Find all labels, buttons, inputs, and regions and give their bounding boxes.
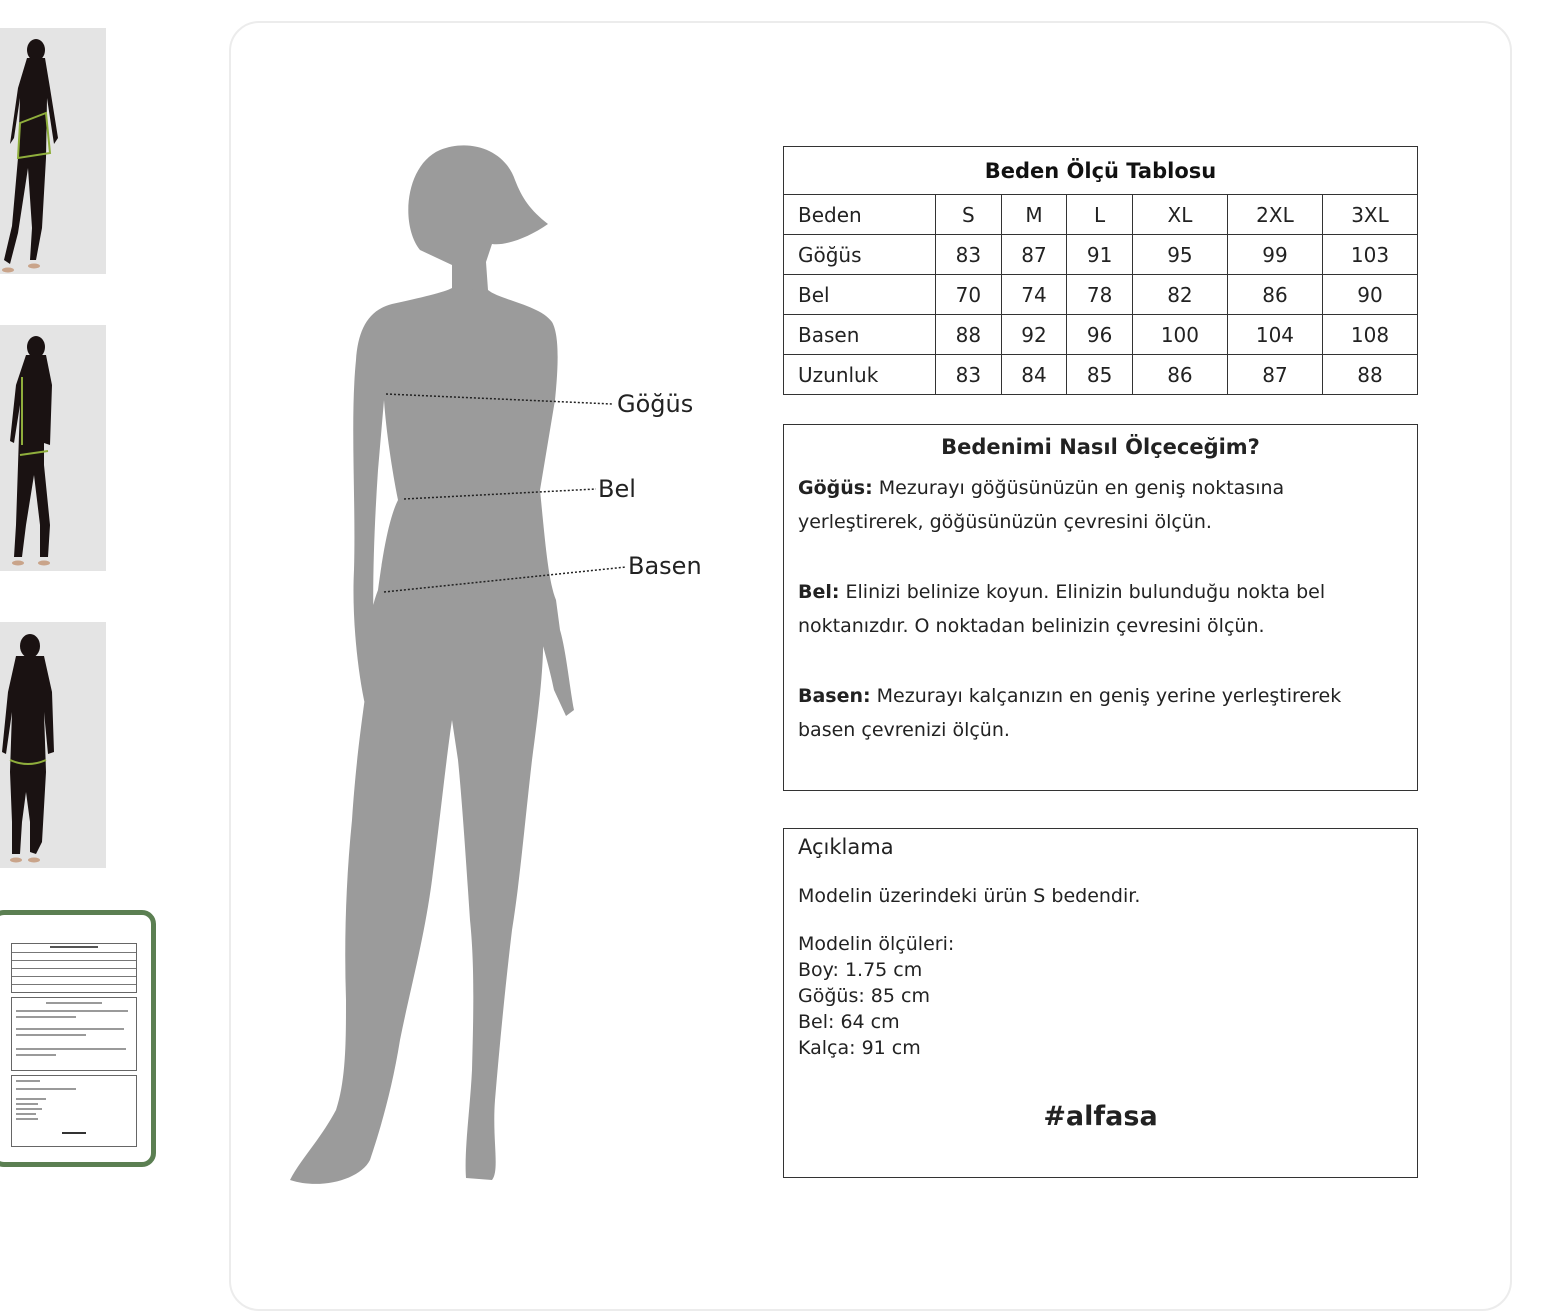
- value-cell: 70: [936, 275, 1002, 315]
- size-cell: XL: [1132, 195, 1227, 235]
- size-chart-title: Beden Ölçü Tablosu: [784, 147, 1418, 195]
- value-cell: 99: [1227, 235, 1322, 275]
- value-cell: 86: [1227, 275, 1322, 315]
- row-header: Beden: [784, 195, 936, 235]
- value-cell: 104: [1227, 315, 1322, 355]
- waist-instruction: [798, 575, 1403, 643]
- value-cell: 100: [1132, 315, 1227, 355]
- value-cell: 84: [1001, 355, 1067, 395]
- measurement-line: Göğüs: 85 cm: [798, 985, 930, 1007]
- value-cell: 87: [1001, 235, 1067, 275]
- note-box: [783, 828, 1418, 1178]
- size-cell: M: [1001, 195, 1067, 235]
- chest-instruction: [798, 471, 1403, 539]
- value-cell: 85: [1067, 355, 1133, 395]
- value-cell: 92: [1001, 315, 1067, 355]
- value-cell: 86: [1132, 355, 1227, 395]
- size-cell: 2XL: [1227, 195, 1322, 235]
- value-cell: 103: [1322, 235, 1417, 275]
- measurements-title: Modelin ölçüleri:: [798, 933, 955, 955]
- value-cell: 82: [1132, 275, 1227, 315]
- value-cell: 83: [936, 235, 1002, 275]
- value-cell: 108: [1322, 315, 1417, 355]
- table-row: [784, 315, 1418, 355]
- value-cell: 91: [1067, 235, 1133, 275]
- value-cell: 88: [936, 315, 1002, 355]
- body-silhouette-icon: [290, 145, 574, 1184]
- row-header: Uzunluk: [784, 355, 936, 395]
- brand-hashtag: #alfasa: [1043, 1101, 1158, 1132]
- instruction-term: Göğüs:: [798, 477, 873, 499]
- measurement-line: Boy: 1.75 cm: [798, 959, 923, 981]
- row-header: Göğüs: [784, 235, 936, 275]
- waist-label: Bel: [598, 475, 636, 503]
- how-to-measure-box: [783, 424, 1418, 791]
- instruction-text: Mezurayı göğüsünüzün en geniş noktasına yerleştirerek, göğüsünüzün çevresini ölçün.: [798, 477, 1285, 533]
- model-size-text: Modelin üzerindeki ürün S bedendir.: [798, 885, 1141, 907]
- chest-label: Göğüs: [617, 390, 694, 418]
- value-cell: 83: [936, 355, 1002, 395]
- value-cell: 74: [1001, 275, 1067, 315]
- value-cell: 90: [1322, 275, 1417, 315]
- value-cell: 78: [1067, 275, 1133, 315]
- table-row: [784, 195, 1418, 235]
- table-row: [784, 235, 1418, 275]
- table-row: [784, 275, 1418, 315]
- value-cell: 95: [1132, 235, 1227, 275]
- hip-instruction: [798, 679, 1403, 747]
- measurement-line: Bel: 64 cm: [798, 1011, 900, 1033]
- size-cell: L: [1067, 195, 1133, 235]
- instruction-text: Mezurayı kalçanızın en geniş yerine yerleştirerek basen çevrenizi ölçün.: [798, 685, 1342, 741]
- how-to-measure-title: Bedenimi Nasıl Ölçeceğim?: [941, 435, 1260, 459]
- table-row: [784, 355, 1418, 395]
- note-title: Açıklama: [798, 835, 894, 859]
- value-cell: 87: [1227, 355, 1322, 395]
- measurement-line: Kalça: 91 cm: [798, 1037, 921, 1059]
- hip-label: Basen: [628, 552, 702, 580]
- size-cell: S: [936, 195, 1002, 235]
- body-figure: [0, 0, 760, 1285]
- size-chart-table: [783, 146, 1418, 395]
- row-header: Basen: [784, 315, 936, 355]
- row-header: Bel: [784, 275, 936, 315]
- size-cell: 3XL: [1322, 195, 1417, 235]
- instruction-term: Bel:: [798, 581, 840, 603]
- instruction-term: Basen:: [798, 685, 871, 707]
- value-cell: 88: [1322, 355, 1417, 395]
- instruction-text: Elinizi belinize koyun. Elinizin bulunduğu nokta bel noktanızdır. O noktadan belinizin çevresini ölçün.: [798, 581, 1326, 637]
- value-cell: 96: [1067, 315, 1133, 355]
